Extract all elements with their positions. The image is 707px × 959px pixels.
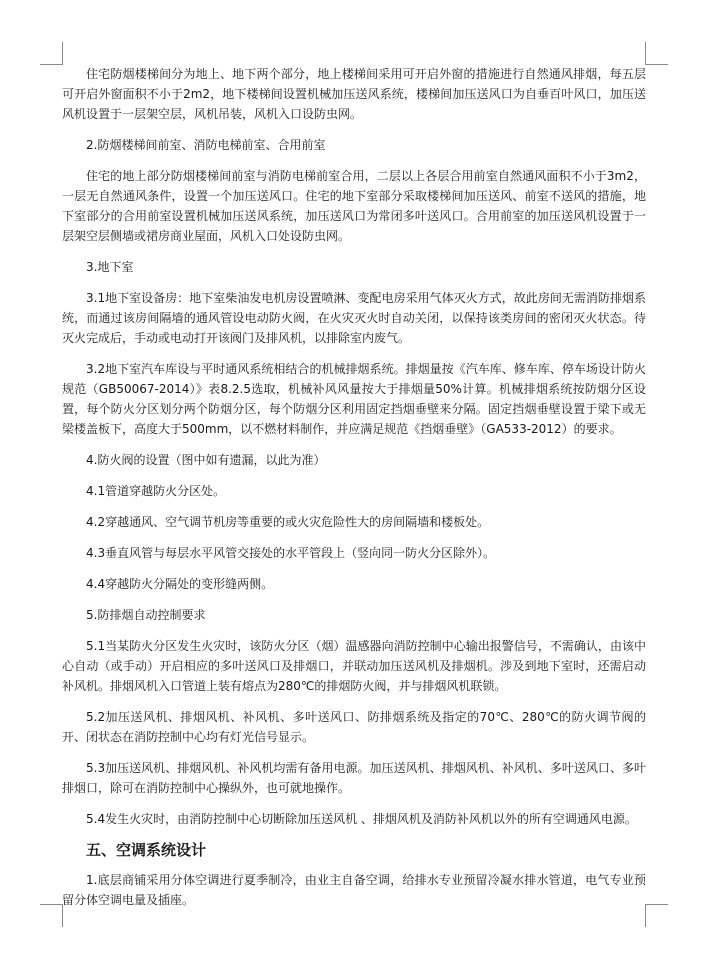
paragraph: 5.1当某防火分区发生火灾时，该防火分区（烟）温感器向消防控制中心输出报警信号，不需确认，由该中心自动（或手动）开启相应的多叶送风口及排烟口，并联动加压送风机及排烟机。涉及到地下室时，还需启动补风机。排烟风机入口管道上装有熔点为280℃的排烟防火阀，并与排烟风机联锁。	[62, 639, 646, 693]
paragraph: 住宅的地上部分防烟楼梯间前室与消防电梯前室合用，二层以上各层合用前室自然通风面积不小于3m2，一层无自然通风条件，设置一个加压送风口。住宅的地下室部分采取楼梯间加压送风、前室不送风的措施，地下室部分的合用前室设置机械加压送风系统，加压送风口为常闭多叶送风口。合用前室的加压送风机设置于一层架空层侧墙或裙房商业屋面，风机入口处设防虫网。	[62, 169, 646, 243]
subheading: 2.防烟楼梯间前室、消防电梯前室、合用前室	[86, 138, 326, 152]
paragraph: 住宅防烟楼梯间分为地上、地下两个部分，地上楼梯间采用可开启外窗的措施进行自然通风排烟，每五层可开启外窗面积不小于2m2，地下楼梯间设置机械加压送风系统，楼梯间加压送风口为自垂百叶风口，加压送风机设置于一层架空层，风机吊装，风机入口设防虫网。	[62, 67, 646, 121]
list-item: 4.4穿越防火分隔处的变形缝两侧。	[86, 577, 274, 591]
paragraph: 3.1地下室设备房：地下室柴油发电机房设置喷淋、变配电房采用气体灭火方式，故此房间无需消防排烟系统，而通过该房间隔墙的通风管设电动防火阀，在火灾灭火时自动关闭，以保持该类房间的密闭灭火状态。待灭火完成后，手动或电动打开该阀门及排风机，以排除室内废气。	[62, 291, 646, 345]
list-item: 4.3垂直风管与每层水平风管交接处的水平管段上（竖向同一防火分区除外）。	[86, 546, 496, 560]
list-item: 4.2穿越通风、空气调节机房等重要的或火灾危险性大的房间隔墙和楼板处。	[86, 515, 490, 529]
paragraph: 1.底层商铺采用分体空调进行夏季制冷，由业主自备空调，给排水专业预留冷凝水排水管道，电气专业预留分体空调电量及插座。	[62, 873, 646, 907]
paragraph: 5.3加压送风机、排烟风机、补风机均需有备用电源。加压送风机、排烟风机、补风机、多叶送风口、多叶排烟口，除可在消防控制中心操纵外，也可就地操作。	[62, 761, 646, 795]
paragraph: 3.2地下室汽车库设与平时通风系统相结合的机械排烟系统。排烟量按《汽车库、修车库、停车场设计防火规范（GB50067-2014）》表8.2.5选取，机械补风风量按大于排烟量50%计算。机械排烟系统按防烟分区设置，每个防火分区划分两个防烟分区，每个防烟分区利用固定挡烟垂壁来分隔。固定挡烟垂壁设置于梁下或无梁楼盖板下，高度大于500mm，以不燃材料制作，并应满足规范《挡烟垂壁》（GA533-2012）的要求。	[62, 362, 646, 436]
subheading: 4.防火阀的设置（图中如有遗漏，以此为准）	[86, 453, 326, 467]
crop-mark-top-right	[645, 42, 668, 65]
section-heading: 五、空调系统设计	[86, 841, 207, 859]
crop-mark-bottom-right	[645, 904, 668, 927]
paragraph: 5.2加压送风机、排烟风机、补风机、多叶送风口、防排烟系统及指定的70℃、280℃的防火调节阀的开、闭状态在消防控制中心均有灯光信号显示。	[62, 710, 646, 744]
subheading: 3.地下室	[86, 260, 134, 274]
crop-mark-top-left	[40, 42, 63, 65]
list-item: 4.1管道穿越防火分区处。	[86, 484, 226, 498]
document-page	[62, 64, 646, 921]
paragraph: 5.4发生火灾时，由消防控制中心切断除加压送风机 、排烟风机及消防补风机以外的所有空调通风电源。	[86, 812, 637, 826]
subheading: 5.防排烟自动控制要求	[86, 608, 206, 622]
crop-mark-bottom-left	[40, 904, 63, 927]
